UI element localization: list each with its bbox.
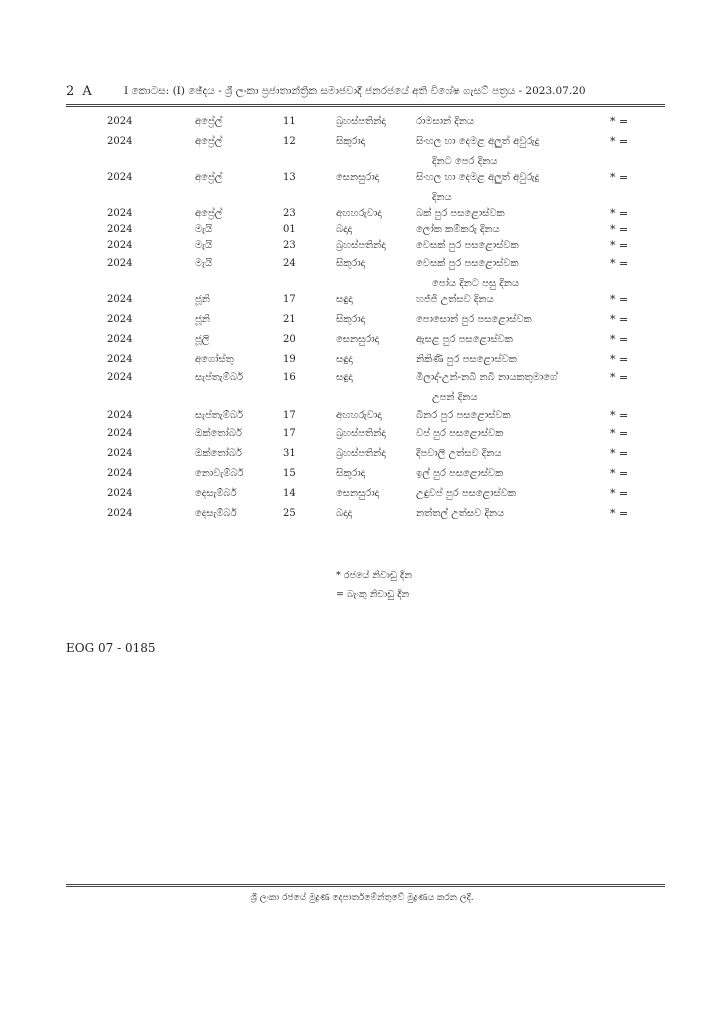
holiday-name: සිංහල හා දෙමළ අලුත් අවුරුදු: [416, 172, 540, 183]
holiday-weekday: අඟහරුවාදා: [336, 410, 382, 421]
holiday-year: 2024: [107, 208, 133, 219]
document-code-number: 07 - 0185: [98, 641, 156, 655]
page-number: 2 A: [66, 84, 94, 99]
holiday-weekday: බ්‍රහස්පතින්දා: [336, 116, 386, 127]
holiday-name: නත්තල් උත්සව දිනය: [416, 508, 505, 519]
holiday-weekday: සෙනසුරාදා: [336, 488, 380, 499]
holiday-name-continued: දිනට පෙර දිනය: [432, 156, 498, 167]
holiday-marker: * =: [610, 447, 629, 460]
holiday-weekday: බදාදා: [336, 508, 353, 519]
holiday-weekday: සඳුදා: [336, 354, 353, 365]
holiday-marker: * =: [610, 207, 629, 220]
holiday-weekday: සෙනසුරාදා: [336, 172, 380, 183]
holiday-weekday: බ්‍රහස්පතින්දා: [336, 448, 386, 459]
holiday-marker: * =: [610, 257, 629, 270]
holiday-name: පොසොන් පුර පසළොස්වක: [416, 314, 532, 325]
document-code-prefix: EOG: [66, 641, 95, 655]
holiday-marker: * =: [610, 353, 629, 366]
holiday-day: 17: [283, 294, 296, 305]
holiday-day: 24: [283, 258, 296, 269]
holiday-month: මැයි: [195, 240, 213, 251]
holiday-day: 19: [283, 354, 296, 365]
holiday-name: නිකිණි පුර පසළොස්වක: [416, 354, 517, 365]
holiday-name-continued: පෝය දිනට පසු දිනය: [432, 278, 520, 289]
holiday-month: දෙසැම්බර්: [195, 508, 237, 519]
holiday-marker: * =: [610, 313, 629, 326]
holiday-month: මැයි: [195, 224, 213, 235]
holiday-weekday: බ්‍රහස්පතින්දා: [336, 428, 386, 439]
holiday-marker: * =: [610, 293, 629, 306]
holiday-day: 01: [283, 224, 296, 235]
holiday-year: 2024: [107, 488, 133, 499]
header-divider: [66, 104, 665, 107]
holiday-marker: * =: [610, 427, 629, 440]
holiday-name: මීලාද්-උන්-නබි නබි නායකතුමාගේ: [416, 372, 558, 383]
holiday-day: 13: [283, 172, 296, 183]
holiday-marker: * =: [610, 333, 629, 346]
holiday-weekday: සිකුරාදා: [336, 314, 366, 325]
holiday-year: 2024: [107, 508, 133, 519]
footer-divider: [66, 884, 665, 887]
holiday-marker: * =: [610, 115, 629, 128]
holiday-name: බක් පුර පසළොස්වක: [416, 208, 505, 219]
holiday-name-continued: උපන් දිනය: [432, 392, 478, 403]
holiday-weekday: සිකුරාදා: [336, 468, 366, 479]
holiday-marker: * =: [610, 409, 629, 422]
holiday-month: අප්‍රේල්: [195, 172, 223, 183]
holiday-day: 25: [283, 508, 296, 519]
document-code: [66, 641, 156, 655]
holiday-year: 2024: [107, 136, 133, 147]
holiday-name: ලෝක කම්කරු දිනය: [416, 224, 500, 235]
holiday-weekday: බ්‍රහස්පතින්දා: [336, 240, 386, 251]
holiday-year: 2024: [107, 372, 133, 383]
holiday-year: 2024: [107, 448, 133, 459]
holiday-weekday: අඟහරුවාදා: [336, 208, 382, 219]
holiday-weekday: සඳුදා: [336, 294, 353, 305]
holiday-day: 17: [283, 428, 296, 439]
holiday-month: ජූනි: [195, 294, 210, 305]
holiday-day: 20: [283, 334, 296, 345]
holiday-marker: * =: [610, 467, 629, 480]
holiday-month: සැප්තැම්බර්: [195, 410, 244, 421]
holiday-day: 15: [283, 468, 296, 479]
holiday-name: වප් පුර පසළොස්වක: [416, 428, 504, 439]
gazette-title: I කොටස: (I) ඡේදය - ශ්‍රී ලංකා ප්‍රජාතාන්ත්‍රික සමාජවාදී ජනරජයේ අති විශේෂ ගැසට් පත්‍රය - 2023.07.20: [124, 85, 586, 97]
holiday-name: ඇසළ පුර පසළොස්වක: [416, 334, 513, 345]
holiday-month: නොවැම්බර්: [195, 468, 244, 479]
holiday-name: හජ්ජි උත්සව දිනය: [416, 294, 494, 305]
holiday-name: බිනර පුර පසළොස්වක: [416, 410, 511, 421]
holiday-year: 2024: [107, 172, 133, 183]
holiday-month: ජූලි: [195, 334, 210, 345]
legend-government-holiday: * රජයේ නිවාඩු දින: [336, 570, 412, 581]
holiday-month: අගෝස්තු: [195, 354, 234, 365]
holiday-name: උඳුවප් පුර පසළොස්වක: [416, 488, 517, 499]
holiday-name: වෙසක් පුර පසළොස්වක: [416, 258, 519, 269]
holiday-name: ඉල් පුර පසළොස්වක: [416, 468, 504, 479]
holiday-month: ජූනි: [195, 314, 210, 325]
holiday-weekday: සිකුරාදා: [336, 258, 366, 269]
holiday-name: දීපවාලි උත්සව දිනය: [416, 448, 502, 459]
holiday-month: අප්‍රේල්: [195, 136, 223, 147]
holiday-month: දෙසැම්බර්: [195, 488, 237, 499]
holiday-year: 2024: [107, 410, 133, 421]
holiday-weekday: බදාදා: [336, 224, 353, 235]
printer-footer: ශ්‍රී ලංකා රජයේ මුද්‍රණ දෙපාර්තමේන්තුවේ මුද්‍රණය කරන ලදී.: [250, 893, 474, 903]
holiday-name-continued: දිනය: [432, 192, 452, 203]
holiday-day: 21: [283, 314, 296, 325]
holiday-month: ඔක්තෝබර්: [195, 428, 242, 439]
holiday-month: ඔක්තෝබර්: [195, 448, 242, 459]
holiday-year: 2024: [107, 224, 133, 235]
holiday-day: 17: [283, 410, 296, 421]
holiday-day: 14: [283, 488, 296, 499]
holiday-month: මැයි: [195, 258, 213, 269]
page-header: [66, 82, 660, 104]
holiday-year: 2024: [107, 334, 133, 345]
holiday-weekday: සඳුදා: [336, 372, 353, 383]
holiday-marker: * =: [610, 371, 629, 384]
holiday-month: අප්‍රේල්: [195, 208, 223, 219]
holiday-marker: * =: [610, 487, 629, 500]
holiday-marker: * =: [610, 171, 629, 184]
legend-bank-holiday: = බැංකු නිවාඩු දින: [336, 589, 410, 600]
holiday-day: 11: [283, 116, 296, 127]
holiday-year: 2024: [107, 468, 133, 479]
holiday-month: සැප්තැම්බර්: [195, 372, 244, 383]
holiday-day: 23: [283, 240, 296, 251]
holiday-year: 2024: [107, 258, 133, 269]
holiday-name: වෙසක් පුර පසළොස්වක: [416, 240, 519, 251]
holiday-weekday: සිකුරාදා: [336, 136, 366, 147]
holiday-year: 2024: [107, 240, 133, 251]
holiday-day: 23: [283, 208, 296, 219]
holiday-year: 2024: [107, 116, 133, 127]
holiday-day: 12: [283, 136, 296, 147]
holiday-day: 31: [283, 448, 296, 459]
legend: [336, 566, 412, 604]
holiday-year: 2024: [107, 428, 133, 439]
holiday-marker: * =: [610, 239, 629, 252]
holiday-name: රාමසාන් දිනය: [416, 116, 475, 127]
holiday-marker: * =: [610, 507, 629, 520]
holiday-year: 2024: [107, 314, 133, 325]
holiday-month: අප්‍රේල්: [195, 116, 223, 127]
holiday-year: 2024: [107, 354, 133, 365]
holiday-weekday: සෙනසුරාදා: [336, 334, 380, 345]
holiday-day: 16: [283, 372, 296, 383]
holiday-marker: * =: [610, 135, 629, 148]
holiday-name: සිංහල හා දෙමළ අලුත් අවුරුදු: [416, 136, 540, 147]
holiday-year: 2024: [107, 294, 133, 305]
holiday-marker: * =: [610, 223, 629, 236]
